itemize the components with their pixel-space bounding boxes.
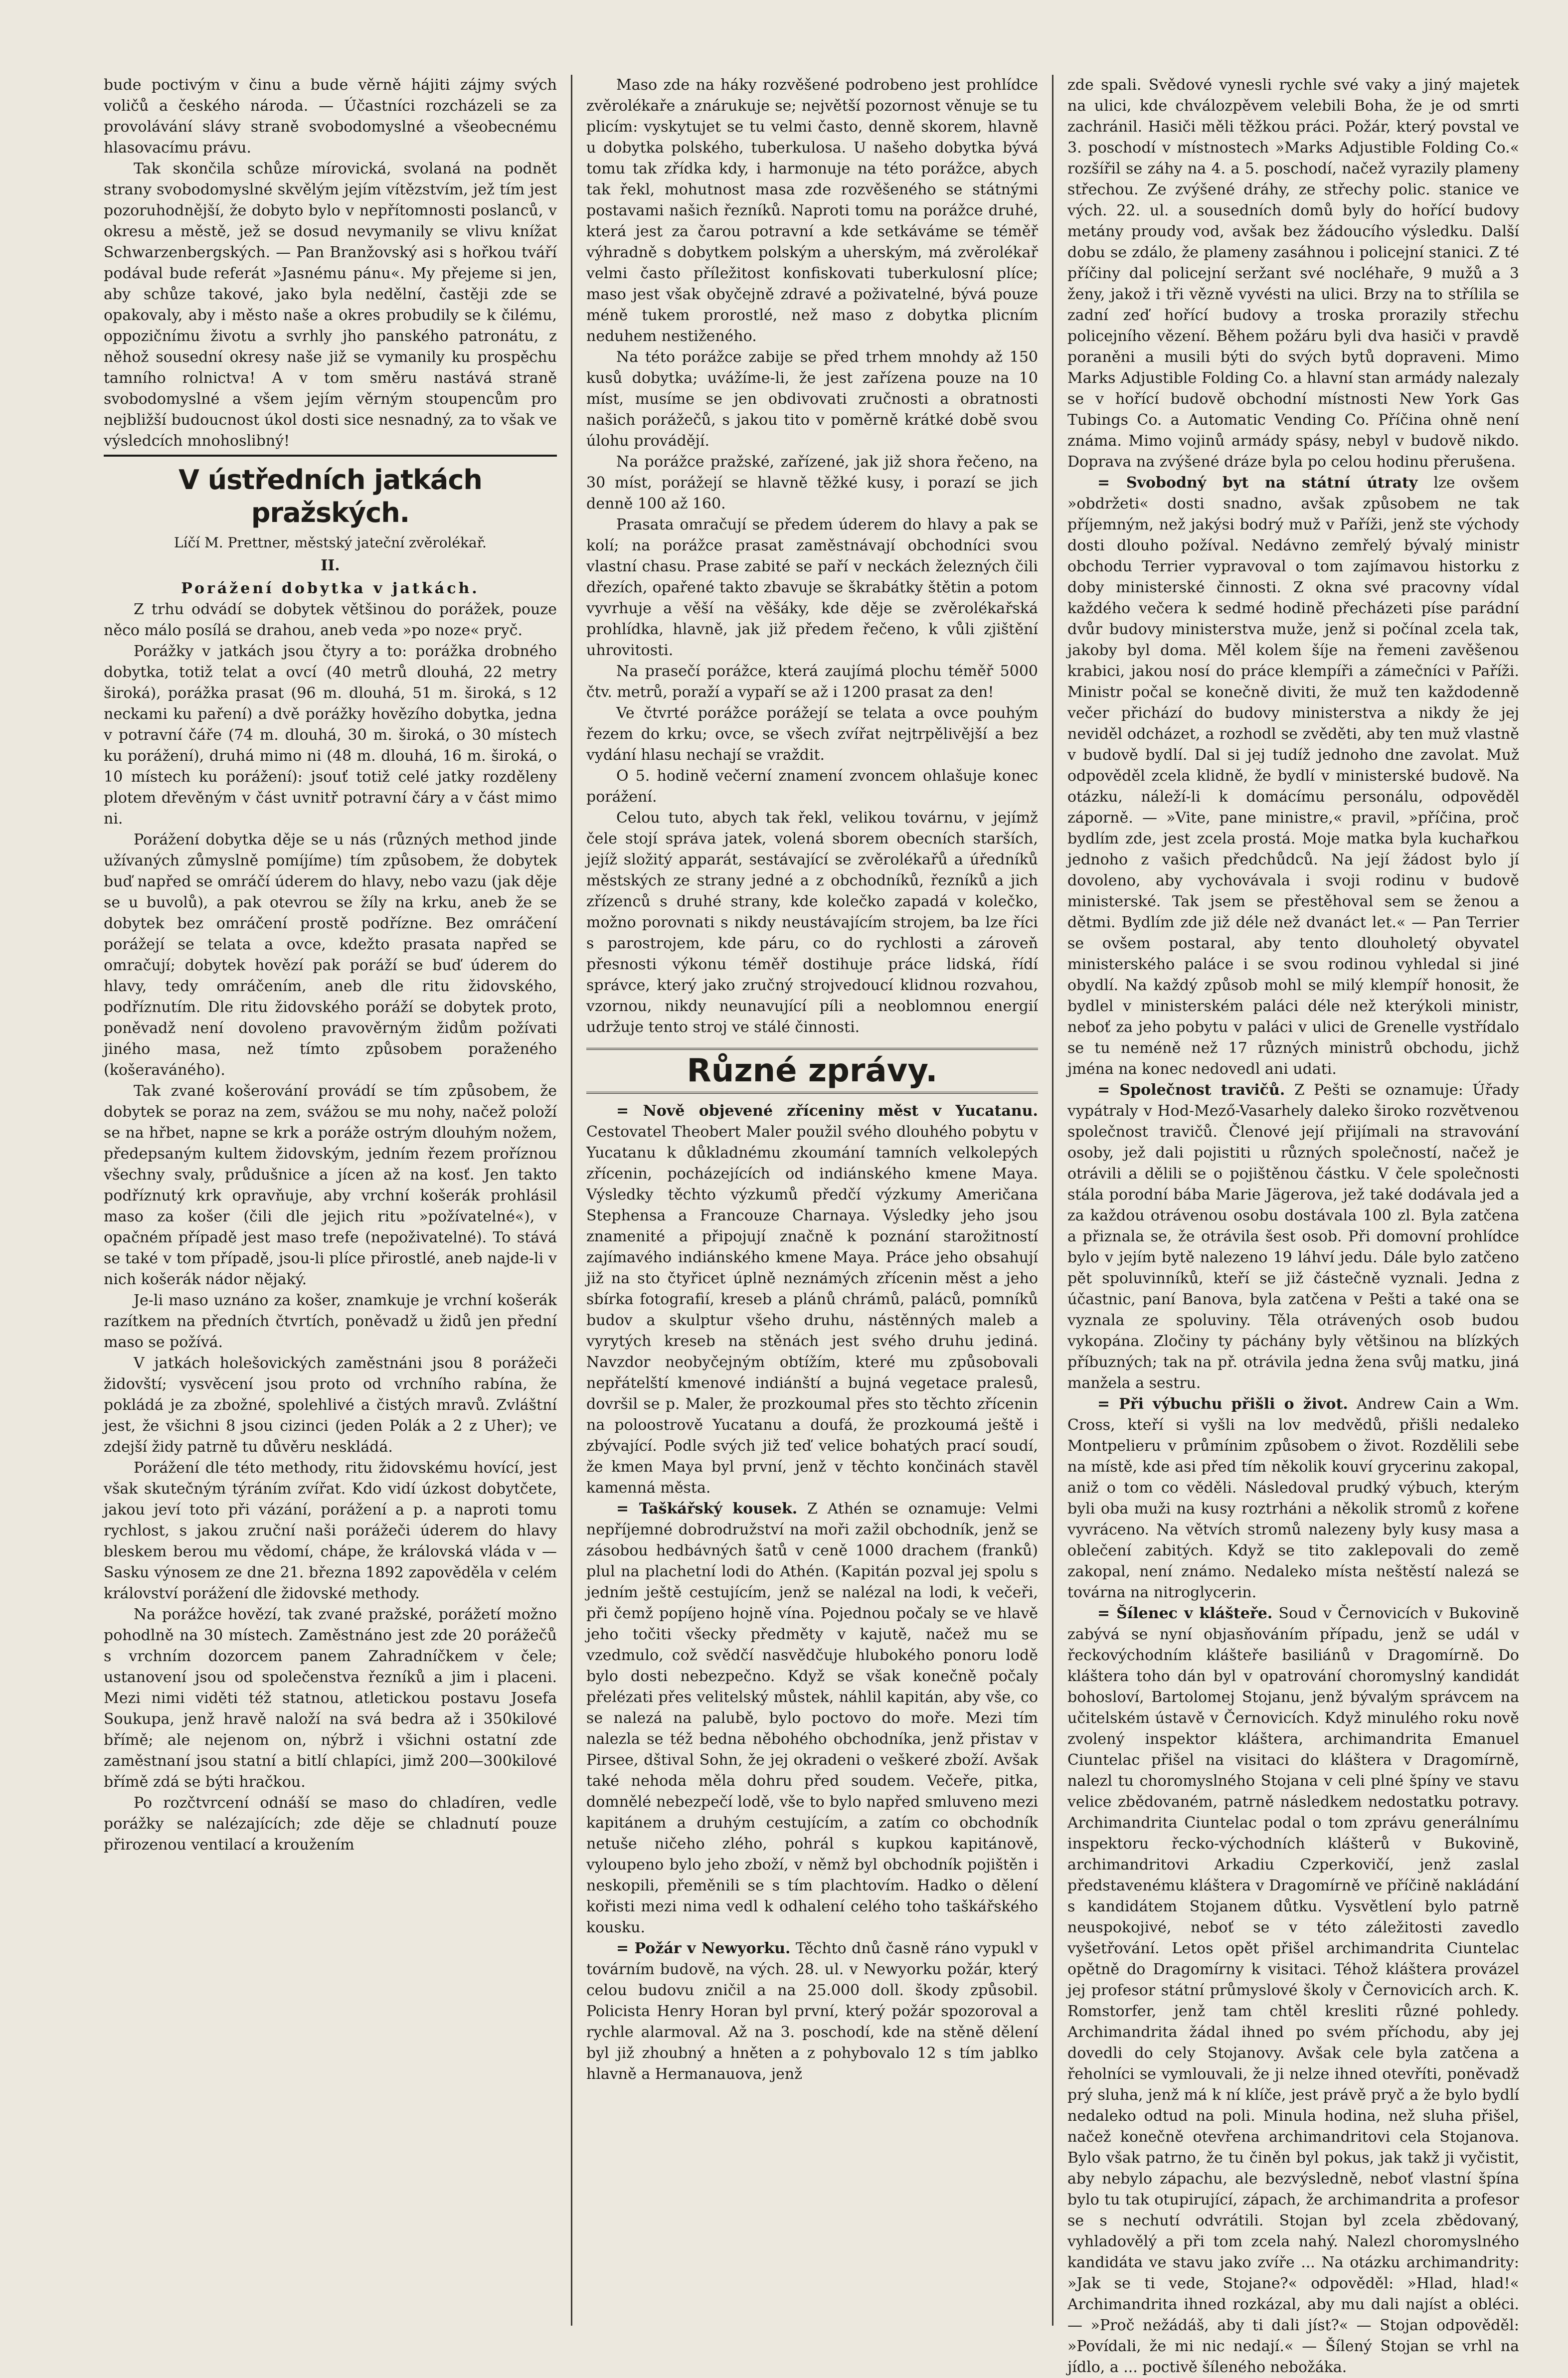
paragraph: Porážení dobytka děje se u nás (různých method jinde užívaných zůmyslně pomíjíme) tím způsobem, že dobytek buď napřed se omráčí úderem do hlavy, nebo vazu (jak děje se u buvolů), a pak otevrou se žíly na krku, aneb že se dobytek bez omráčení prostě podřízne. Bez omráčení porážejí se telata a ovce, kdežto prasata napřed se omračují; dobytek hovězí pak poráží se buď úderem do hlavy, tedy omráčením, aneb dle ritu židovského, podříznutím. Dle ritu židovského poráží se dobytek proto, poněvadž není dovoleno pravověrným židům požívati jiného masa, než tímto způsobem poraženého (košeraváného). — [104, 831, 557, 1079]
news-item-text: Těchto dnů časně ráno vypukl v továrním budově, na vých. 28. ul. v Newyorku požár, který celou budovu zničil a na 25.000 doll. škody způsobil. Policista Henry Horan byl první, který požár spozoroval a rychle alarmoval. Až na 3. poschodí, kde na stěně dělení byl již zhoubný a hněten a z pohybovalo 12 s tím jablko hlavně a Hermanauova, jenž — [586, 1940, 1038, 2083]
paragraph: V jatkách holešovických zaměstnáni jsou 8 porážeči židovští; vysvěcení jsou proto od vrchního rabína, že pokládá je za zbožné, spolehlivé a čistých mravů. Zvláštní jest, že všichni 8 jsou cizinci (jeden Polák a 2 z Uher); ve zdejší židy patrně tu důvěru neskládá. — [104, 1355, 557, 1456]
news-item-heading: = Při výbuchu přišli o život. — [1097, 1395, 1348, 1413]
news-item-text: Andrew Cain a Wm. Cross, kteří si vyšli na lov medvědů, přišli nedaleko Montpelieru v průmínim způsobem o život. Rozdělili sebe na místě, kde asi před tím několik kouví grycerinu zakopal, aniž o tom co věděli. Následoval prudký výbuch, kterým byli oba muži na kusy roztrháni a několik stromů z kořene vyvráceno. Na větvích stromů nalezeny byly kusy masa a oblečení zabitých. Když se tito zaklepovali do země zakopal, není známo. Nedaleko místa neštěstí nalezá se továrna na nitroglycerin. — [1067, 1395, 1519, 1601]
news-item-heading: = Požár v Newyorku. — [616, 1940, 791, 1957]
section-heading: Porážení dobytka v jatkách. — [181, 580, 480, 597]
paragraph: Maso zde na háky rozvěšené podrobeno jest prohlídce zvěrolékaře a znárukuje se; největší pozornost věnuje se tu plicím: vyskytujet se tu velmi často, denně skorem, hlavně u dobytka polského, tuberkulosa. U našeho dobytka bývá tomu tak zřídka kdy, i harmonuje na této porážce, abych tak řekl, mohutnost masa zde rozvěšeného se státnými postavami našich řezníků. Naproti tomu na porážce druhé, která jest za čarou potravní a kde setkáváme se téměř výhradně s dobytkem polským a uherským, má zvěrolékař velmi často příležitost konfiskovati tuberkulosní plíce; maso jest však obyčejně zdravé a poživatelné, bývá pouze méně tukem prorostlé, než maso z dobytka plicním neduhem nestiženého. — [586, 76, 1038, 345]
paragraph: Ve čtvrté porážce porážejí se telata a ovce pouhým řezem do krku; ovce, se všech zvířat nejtrpělivější a bez vydání hlasu nechají se vraždit. — [586, 704, 1038, 764]
news-item-text: Z Pešti se oznamuje: Úřady vypátraly v Hod-Mező-Vasarhely daleko široko rozvětvenou společnost travičů. Členové její přijímali na stravování osoby, jež dali pojistiti u různých společností, načež je otrávili a dělili se o pojištěnou částku. V čele společnosti stála porodní bába Marie Jägerova, jež také dodávala jed a za každou otrávenou osobu dostávala 100 zl. Byla zatčena a přiznala se, že otrávila šest osob. Při domovní prohlídce bylo v jejím bytě nalezeno 19 láhví jedu. Dále bylo zatčeno pět spoluvinníků, kteří se již částečně vyznali. Jedna z účastnic, paní Banova, byla zatčena v Pešti a také ona se vyznala ze spoluviny. Těla otrávených osob budou vykopána. Zločiny ty páchány byly většinou na blízkých příbuzných; tak na př. otrávila jedna žena svůj matku, jiná manžela a sestru. — [1067, 1081, 1519, 1392]
paragraph: Celou tuto, abych tak řekl, velikou továrnu, v jejímž čele stojí správa jatek, volená sborem obecních starších, jejíž složitý apparát, sestávající se zvěrolékařů a úředníků městských ze strany jedné a z obchodníků, řezníků a jich zřízenců s druhé strany, kde kolečko zapadá v kolečko, možno porovnati s nikdy neustávajícím strojem, ba lze říci s parostrojem, kde páru, co do rychlosti a zároveň přesnosti výkonu téměř dostihuje práce lidská, řídí správce, který jako zručný strojvedoucí klidnou rozvahou, vzornou, nikdy neunavující píli a neoblomnou energií udržuje tento stroj ve stálé činnosti. — [586, 809, 1038, 1036]
paragraph: Z trhu odvádí se dobytek většinou do porážek, pouze něco málo posílá se drahou, aneb veda »po noze« pryč. — [104, 601, 557, 639]
paragraph: Na prasečí porážce, která zaujímá plochu téměř 5000 čtv. metrů, poraží a vypaří se až i 1200 prasat za den! — [586, 663, 1038, 701]
paragraph: Je-li maso uznáno za košer, znamkuje je vrchní košerák razítkem na předních čtvrtích, poněvadž u židů jen přední maso se požívá. — [104, 1292, 557, 1351]
columns — [90, 75, 1538, 2376]
news-item-text: Z Athén se oznamuje: Velmi nepříjemné dobrodružství na moři zažil obchodník, jenž se zásobou hedbávných šatů v ceně 1000 drachem (franků) plul na plachetní lodi do Athén. (Kapitán pozval jej spolu s jedním ještě cestujícím, jenž se nalézal na lodi, k večeři, při čemž popíjeno hojně vína. Pojednou počaly se ve hlavě jeho točiti všecky předměty v kajutě, načež mu se vzedmulo, což svědčí nasvědčuje hlubokého ponoru lodě bylo dosti nebezpečno. Když se však konečně počaly přelézati přes velitelský můstek, náhlil kapitán, aby vše, co se nalezá na palubě, bylo poctovo do moře. Mezi tím nalezla se též bedna něbohého obchodníka, jenž přistav v Pirsee, dštival Sohn, že jej okradeni o veškeré zboží. Avšak také nehoda měla dohru před soudem. Večeře, pitka, domnělé nebezpečí lodě, vše to bylo napřed smluveno mezi kapitánem a druhým cestujícím, a zatím co obchodník netuše ničeho zlého, pohrál s kupkou kapitánově, vyloupeno bylo jeho zboží, v němž byl obchodník pojištěn i neskopili, přeměnili se s tím plachtovím. Hadko o dělení kořisti mezi nima vedl k odhalení celého toho taškářského kousku. — [586, 1500, 1038, 1936]
news-item-heading: = Taškářský kousek. — [616, 1500, 798, 1518]
paragraph: Tak skončila schůze mírovická, svolaná na podnět strany svobodomyslné skvělým jejím vítězstvím, jež tím jest pozoruhodnější, že dobyto bylo v nepřítomnosti poslanců, v okresu a městě, jež se dosud nevymanily se vlivu knížat Schwarzenbergských. — Pan Branžovský asi s hořkou tváří podával bude referát »Jasnému pánu«. My přejeme si jen, aby schůze takové, jako byla nedělní, častěji zde se opakovaly, aby i město naše a okres probudily se k čilému, oppozičnímu životu a svrhly jho panského patronátu, z něhož sousední okresy naše již se vymanily ku prospěchu tamního rolnictva! A v tom směru nastává straně svobodomyslné a všem jejím věrným stoupencům pro nejbližší budoucnost úkol dosti sice nesnadný, za to však ve výsledcích mnohoslibný! — [104, 160, 557, 450]
paragraph: Tak zvané košerování provádí se tím způsobem, že dobytek se poraz na zem, svážou se mu nohy, načež položí se na hřbet, napne se krk a poráže ostrým dlouhým nožem, předepsaným kultem židovským, jedním řezem proříznou všechny svaly, průdušnice a jícen až na kosť. Jen takto podříznutý krk opravňuje, aby vrchní košerák prohlásil maso za košer (čili dle jejich ritu »požívatelné«), v opačném případě jest maso trefe (nepoživatelné). To stává se také v tom případě, jsou-li plíce přirostlé, aneb najde-li v nich košerák nádor nějaký. — [104, 1082, 557, 1288]
paragraph: bude poctivým v činu a bude věrně hájiti zájmy svých voličů a českého národa. — Účastníci rozcházeli se za provolávání slávy straně svobodomyslné a všeobecnému hlasovacímu právu. — [104, 76, 557, 157]
byline: Líčí M. Prettner, městský jateční zvěrolékař. — [174, 534, 487, 551]
paragraph: Na porážce hovězí, tak zvané pražské, porážetí možno pohodlně na 30 místech. Zaměstnáno jest zde 20 porážečů s vrchním dozorcem panem Zahradníčkem v čele; ustanovení jsou od společenstva řezníků a jim i placeni. Mezi nimi viděti též statnou, atletickou postavu Josefa Soukupa, jenž hravě naloží na svá bedra až i 350kilové břímě; ale nejenom on, nýbrž i všichni ostatní zde zaměstnaní jsou statní a bitlí chlapíci, jimž 200—300kilové břímě zdá se býti hračkou. — [104, 1606, 557, 1791]
news-item-text: Cestovatel Theobert Maler použil svého dlouhého pobytu v Yucatanu k důkladnému zkoumání tamních velkolepých zřícenin, pocházejících od indiánského kmene Maya. Výsledky těchto výzkumů předčí výzkumy Američana Stephensa a Francouze Charnaya. Výsledky jeho jsou znamenité a připojují značně k poznání starožitností zajímavého indiánského kmene Maya. Práce jeho obsahují již na sto čtyřicet úplně neznámých zřícenin měst a jeho sbírka fotografií, kreseb a plánů chrámů, paláců, pomníků budov a skulptur všeho druhu, nástěnných maleb a vyrytých kreseb na stěnách jest svého druhu jediná. Navzdor neobyčejným obtížím, které mu způsobovali nepřátelští kmenové indiánští a bujná vegetace pralesů, dovršil se p. Maler, že prozkoumal přes sto těchto zřícenin na poloostrově Yucatanu a doufá, že prozkoumá ještě i zbývající. Podle svých již teď velice bohatých prací soudí, že kmen Maya byl první, jenž v těchto končinách stavěl kamenná města. — [586, 1123, 1038, 1497]
paragraph: Po rozčtvrcení odnáší se maso do chladíren, vedle porážky se nalézajících; zde děje se chladnutí pouze přirozenou ventilací a kroužením — [104, 1794, 557, 1854]
news-item-heading: = Nově objevené zříceniny měst v Yucatanu. — [616, 1102, 1038, 1120]
news-item-text: Soud v Černovicích v Bukovině zabývá se nyní objasňováním případu, jenž se udál v řeckovýchodním klášteře basiliánů v Dragomírně. Do kláštera toho dán byl v opatrování choromyslný kandidát bohosloví, Bartolomej Stojanu, jenž bývalým správcem na učitelském ústavě v Černovicích. Když minulého roku nově zvolený inspektor kláštera, archimandrita Emanuel Ciuntelac přišel na visitaci do kláštera v Dragomírně, nalezl tu choromyslného Stojana v celi plné špíny ve stavu velice zbědovaném, patrně následkem nedostatku potravy. Archimandrita Ciuntelac podal o tom zprávu generálnímu inspektoru řecko-východních klášterů v Bukovině, archimandritovi Arkadiu Czperkovičí, jenž zaslal představenému kláštera v Dragomírně ve příčině nakládání s kandidátem Stojanem důtku. Vysvětlení bylo patrně neuspokojivé, neboť se v této záležitosti zavedlo vyšetřování. Letos opět přišel archimandrita Ciuntelac opětně do Dragomírny k visitaci. Téhož kláštera provázel jej profesor státní průmyslové školy v Černovicích arch. K. Romstorfer, jenž tam chtěl kresliti různé pohledy. Archimandrita žádal ihned po svém příchodu, aby jej dovedli do cely Stojanovy. Avšak cele byla zatčena a řeholníci se vymlouvali, že ji nelze ihned otevříti, poněvadž prý sluha, jenž má k ní klíče, jest právě pryč a že bylo bydlí nedaleko odtud na poli. Minula hodina, než sluha přišel, načež konečně otevřena archimandritovi cela Stojanova. Bylo však patrno, že tu činěn byl pokus, jak takž ji vyčistit, aby nebylo zápachu, ale bezvýsledně, neboť vlastní špína bylo tu tak otupirující, zápach, že archimandrita a profesor se s nechutí odvrátili. Stojan byl zcela zbědovaný, vyhladovělý a při tom zcela nahý. Nalezl choromyslného kandidáta ve stavu jako zvíře ... Na otázku archimandrity: »Jak se ti vede, Stojane?« odpověděl: »Hlad, hlad!« Archimandrita ihned rozkázal, aby mu dali najíst a obléci. — »Proč nežádáš, aby ti dali jíst?« — Stojan odpověděl: »Povídali, že mi nic nedají.« — Šílený Stojan se vrhl na jídlo, a ... poctivě šíleného nebožáka. — [1067, 1605, 1520, 2376]
column-2 — [571, 75, 1052, 2326]
paragraph: zde spali. Svědové vynesli rychle své vaky a jiný majetek na ulici, kde chválozpěvem velebili Boha, že je od smrti zachránil. Hasiči měli těžkou práci. Požár, který povstal ve 3. poschodí v místnostech »Marks Adjustible Folding Co.« rozšířil se záhy na 4. a 5. poschodí, načež vyrazily plameny střechou. Ze zvýšené dráhy, ze střechy polic. stanice ve vých. 22. ul. a sousedních domů byly do hořící budovy metány proudy vod, avšak bez žádoucího výsledku. Další dobu se zdálo, že plameny zasáhnou i policejní stanici. Z té příčiny dal policejní seržant své nocléhaře, 9 mužů a 3 ženy, jakož i tři vězně vyvésti na ulici. Brzy na to střílila se zadní zeď hořící budovy a troska prorazily střechu policejního vězení. Během požáru byli dva hasiči v pravdě poraněni a musili býti do svých bytů dopraveni. Mimo Marks Adjustible Folding Co. a hlavní stan armády nalezaly se v hořící budově obchodní místnosti New York Gas Tubings Co. a Automatic Vending Co. Příčina ohně není známa. Mimo vojinů armády spásy, nebyl v budově nikdo. Doprava na zvýšené dráze byla po celou hodinu přerušena. — [1067, 76, 1519, 471]
news-item-heading: = Šílenec v klášteře. — [1097, 1605, 1273, 1622]
divider — [104, 455, 557, 457]
column-3 — [1052, 75, 1533, 2376]
paragraph: O 5. hodině večerní znamení zvoncem ohlašuje konec porážení. — [586, 767, 1038, 806]
section-title: Různé zprávy. — [586, 1048, 1038, 1094]
paragraph: Na této porážce zabije se před trhem mnohdy až 150 kusů dobytka; uvážíme-li, že jest zařízena pouze na 10 míst, musíme se jen obdivovati zručnosti a obratnosti našich porážečů, s jakou tito v poměrně krátké době svou úlohu provádějí. — [586, 348, 1038, 450]
news-item-heading: = Svobodný byt na státní útraty — [1097, 474, 1418, 492]
paragraph: Porážky v jatkách jsou čtyry a to: porážka drobného dobytka, totiž telat a ovcí (40 metrů dlouhá, 22 metry široká), porážka prasat (96 m. dlouhá, 51 m. široká, s 12 neckami ku paření) a dvě porážky hovězího dobytka, jedna v potravní čáře (74 m. dlouhá, 30 m. široká, o 30 místech ku porážení), druhá mimo ni (48 m. dlouhá, 16 m. široká, o 10 místech ku porážení): jsouť totiž celé jatky rozděleny plotem dřevěným v část uvnitř potravní čáry a v část mimo ni. — [104, 643, 557, 828]
news-item-heading: = Společnost travičů. — [1097, 1081, 1285, 1099]
section-number: II. — [321, 557, 340, 574]
paragraph: Porážení dle této methody, ritu židovskému hovící, jest však skutečným týráním zvířat. Kdo vidí úzkost dobytčete, jakou jeví toto při vázání, porážení a p. a naproti tomu rychlost, s jakou zruční naši porážeči úderem do hlavy bleskem berou mu vědomí, chápe, že královská vláda v — Sasku výnosem ze dne 21. března 1892 zapověděla v celém království porážení dle židovské methody. — [104, 1459, 557, 1602]
paragraph: Na porážce pražské, zařízené, jak již shora řečeno, na 30 míst, porážejí se hlavně těžké kusy, i porazí se jich denně 100 až 160. — [586, 453, 1038, 512]
paragraph: Prasata omračují se předem úderem do hlavy a pak se kolí; na porážce prasat zaměstnávají obchodníci svou vlastní chasu. Prase zabité se paří v neckách železných čili dřezích, opařené takto zbavuje se škrabátky štětin a potom vyvrhuje a věší na věšáky, kde děje se zvěrolékařská prohlídka, hlavně, jak již předem řečeno, k vůli zjištění uhrovitosti. — [586, 516, 1038, 659]
news-item-text: lze ovšem »obdržeti« dosti snadno, avšak způsobem ne tak příjemným, než jakýsi bodrý muž v Paříži, jenž ste východy dosti dlouho požíval. Nedávno zemřelý bývalý ministr obchodu Terrier vypravoval o tom zajímavou historku z doby ministerské činnosti. Z okna své pracovny vídal každého večera k sedmé hodině přecházeti píse parádní dvůr budovy ministerstva muže, jenž si počínal zcela tak, jakoby byl doma. Měl kolem šíje na řemeni zavěšenou krabici, jakou nosí do práce klempíři a zámečníci v Paříži. Ministr počal se konečně diviti, že muž ten každodenně večer přichází do budovy ministerstva a nikdy že jej neviděl odcházet, a rozhodl se zvěděti, aby ten muž vlastně v budově bydlí. Dal si jej tudíž jednoho dne zavolat. Muž odpověděl zcela klidně, že bydlí v ministerské budově. Na otázku, náleží-li k domácímu personálu, odpověděl záporně. — »Vite, pane ministre,« pravil, »příčina, proč bydlím zde, jest zcela prostá. Moje matka byla kuchařkou jednoho z vašich předchůdců. Na její žádost bylo jí dovoleno, aby vychovávala i svoji rodinu v budově ministerské. Tak jsem se přestěhoval sem se ženou a dětmi. Bydlím zde již déle než dvanáct let.« — Pan Terrier se ovšem postaral, aby tento dlouholetý obyvatel ministerského paláce i se svou rodinou vyhledal si jiné obydlí. Na každý způsob mohl se milý klempíř honosit, že bydlel v ministerském paláci déle než kterýkoli ministr, neboť za jeho pobytu v paláci v ulici de Grenelle vystřídalo se tu neméně než 17 různých ministrů obchodu, jichž jména na konec nedovedl ani udati. — [1067, 474, 1519, 1078]
column-1 — [90, 75, 571, 2326]
article-title: V ústředních jatkách pražských. — [178, 464, 482, 528]
